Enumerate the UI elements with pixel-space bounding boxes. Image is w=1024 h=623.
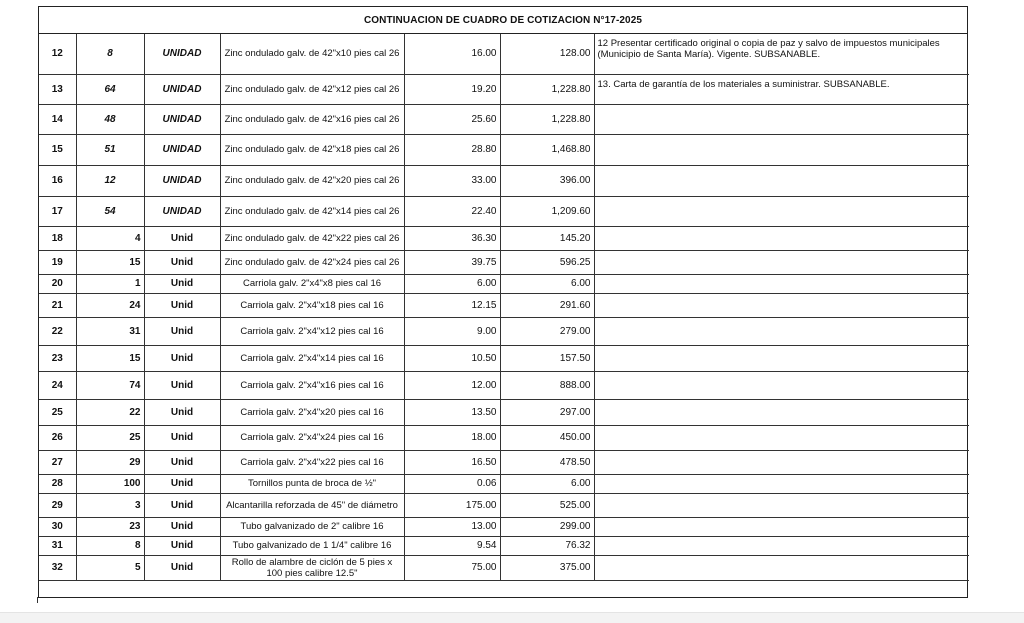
observation-cell <box>594 425 969 450</box>
table-row <box>39 371 969 399</box>
item-number-cell: 19 <box>39 250 76 274</box>
unit-price-cell: 9.00 <box>404 317 500 345</box>
quantity-cell: 15 <box>76 345 144 371</box>
unit-price-cell: 175.00 <box>404 493 500 517</box>
quantity-cell: 8 <box>76 536 144 555</box>
table-row <box>39 165 969 196</box>
item-number-cell: 17 <box>39 196 76 226</box>
unit-price-cell: 13.00 <box>404 517 500 536</box>
unit-cell: Unid <box>144 274 220 293</box>
table-body <box>39 34 969 580</box>
item-number-cell: 13 <box>39 74 76 104</box>
table-row <box>39 74 969 104</box>
table-row <box>39 493 969 517</box>
quantity-cell: 100 <box>76 474 144 493</box>
quantity-cell: 25 <box>76 425 144 450</box>
total-cell: 525.00 <box>500 493 594 517</box>
observation-cell <box>594 196 969 226</box>
unit-price-cell: 12.00 <box>404 371 500 399</box>
item-number-cell: 26 <box>39 425 76 450</box>
unit-cell: Unid <box>144 536 220 555</box>
description-cell: Tornillos punta de broca de ½" <box>220 474 404 493</box>
table-row <box>39 474 969 493</box>
observation-cell <box>594 104 969 134</box>
observation-cell <box>594 226 969 250</box>
observation-cell <box>594 274 969 293</box>
table-row <box>39 274 969 293</box>
unit-price-cell: 16.00 <box>404 34 500 74</box>
unit-cell: Unid <box>144 345 220 371</box>
unit-price-cell: 9.54 <box>404 536 500 555</box>
item-number-cell: 18 <box>39 226 76 250</box>
table-row <box>39 226 969 250</box>
table-row <box>39 317 969 345</box>
quantity-cell: 3 <box>76 493 144 517</box>
table-row <box>39 555 969 580</box>
total-cell: 1,228.80 <box>500 104 594 134</box>
total-cell: 375.00 <box>500 555 594 580</box>
unit-price-cell: 33.00 <box>404 165 500 196</box>
unit-price-cell: 16.50 <box>404 450 500 474</box>
total-cell: 299.00 <box>500 517 594 536</box>
observation-cell <box>594 493 969 517</box>
quantity-cell: 12 <box>76 165 144 196</box>
item-number-cell: 29 <box>39 493 76 517</box>
description-cell: Carriola galv. 2"x4"x14 pies cal 16 <box>220 345 404 371</box>
margin-mark <box>37 597 38 603</box>
unit-price-cell: 39.75 <box>404 250 500 274</box>
total-cell: 1,228.80 <box>500 74 594 104</box>
unit-price-cell: 75.00 <box>404 555 500 580</box>
observation-cell <box>594 517 969 536</box>
description-cell: Zinc ondulado galv. de 42"x16 pies cal 26 <box>220 104 404 134</box>
description-cell: Tubo galvanizado de 1 1/4" calibre 16 <box>220 536 404 555</box>
table-row <box>39 34 969 74</box>
quantity-cell: 8 <box>76 34 144 74</box>
observation-cell: 13. Carta de garantía de los materiales a suministrar. SUBSANABLE. <box>594 74 969 104</box>
description-cell: Carriola galv. 2"x4"x12 pies cal 16 <box>220 317 404 345</box>
description-cell: Zinc ondulado galv. de 42"x14 pies cal 26 <box>220 196 404 226</box>
observation-cell <box>594 450 969 474</box>
page-bottom-edge <box>0 612 1024 623</box>
total-cell: 478.50 <box>500 450 594 474</box>
unit-price-cell: 10.50 <box>404 345 500 371</box>
description-cell: Zinc ondulado galv. de 42"x22 pies cal 26 <box>220 226 404 250</box>
description-cell: Zinc ondulado galv. de 42"x10 pies cal 26 <box>220 34 404 74</box>
item-number-cell: 27 <box>39 450 76 474</box>
quantity-cell: 54 <box>76 196 144 226</box>
description-cell: Carriola galv. 2"x4"x24 pies cal 16 <box>220 425 404 450</box>
item-number-cell: 14 <box>39 104 76 134</box>
unit-cell: UNIDAD <box>144 104 220 134</box>
item-number-cell: 12 <box>39 34 76 74</box>
table-row <box>39 425 969 450</box>
table-row <box>39 104 969 134</box>
description-cell: Carriola galv. 2"x4"x18 pies cal 16 <box>220 293 404 317</box>
quantity-cell: 1 <box>76 274 144 293</box>
item-number-cell: 30 <box>39 517 76 536</box>
description-cell: Zinc ondulado galv. de 42"x18 pies cal 26 <box>220 134 404 165</box>
unit-cell: UNIDAD <box>144 34 220 74</box>
description-cell: Carriola galv. 2"x4"x20 pies cal 16 <box>220 399 404 425</box>
quantity-cell: 24 <box>76 293 144 317</box>
observation-cell <box>594 474 969 493</box>
observation-cell <box>594 134 969 165</box>
table-row <box>39 450 969 474</box>
unit-price-cell: 13.50 <box>404 399 500 425</box>
quantity-cell: 31 <box>76 317 144 345</box>
unit-cell: Unid <box>144 474 220 493</box>
unit-cell: UNIDAD <box>144 165 220 196</box>
total-cell: 396.00 <box>500 165 594 196</box>
observation-cell <box>594 345 969 371</box>
table-row <box>39 250 969 274</box>
total-cell: 128.00 <box>500 34 594 74</box>
unit-cell: UNIDAD <box>144 196 220 226</box>
table-row <box>39 399 969 425</box>
table-row <box>39 517 969 536</box>
unit-cell: Unid <box>144 293 220 317</box>
observation-cell: 12 Presentar certificado original o copia de paz y salvo de impuestos municipales (Municipio de Santa María). Vigente. SUBSANABLE. <box>594 34 969 74</box>
observation-cell <box>594 399 969 425</box>
description-cell: Tubo galvanizado de 2" calibre 16 <box>220 517 404 536</box>
document-title: CONTINUACION DE CUADRO DE COTIZACION N°17-2025 <box>39 7 967 34</box>
quantity-cell: 4 <box>76 226 144 250</box>
total-cell: 279.00 <box>500 317 594 345</box>
item-number-cell: 23 <box>39 345 76 371</box>
unit-cell: Unid <box>144 517 220 536</box>
total-cell: 76.32 <box>500 536 594 555</box>
item-number-cell: 24 <box>39 371 76 399</box>
total-cell: 6.00 <box>500 474 594 493</box>
quantity-cell: 74 <box>76 371 144 399</box>
description-cell: Carriola galv. 2"x4"x16 pies cal 16 <box>220 371 404 399</box>
item-number-cell: 22 <box>39 317 76 345</box>
unit-cell: Unid <box>144 425 220 450</box>
description-cell: Rollo de alambre de ciclón de 5 pies x 100 pies calibre 12.5" <box>220 555 404 580</box>
description-cell: Carriola galv. 2"x4"x8 pies cal 16 <box>220 274 404 293</box>
unit-cell: Unid <box>144 317 220 345</box>
unit-cell: Unid <box>144 371 220 399</box>
table-row <box>39 134 969 165</box>
observation-cell <box>594 250 969 274</box>
unit-cell: Unid <box>144 399 220 425</box>
item-number-cell: 32 <box>39 555 76 580</box>
item-number-cell: 28 <box>39 474 76 493</box>
observation-cell <box>594 555 969 580</box>
total-cell: 450.00 <box>500 425 594 450</box>
quantity-cell: 48 <box>76 104 144 134</box>
total-cell: 596.25 <box>500 250 594 274</box>
unit-cell: UNIDAD <box>144 74 220 104</box>
quantity-cell: 22 <box>76 399 144 425</box>
table-row <box>39 293 969 317</box>
description-cell: Zinc ondulado galv. de 42"x12 pies cal 26 <box>220 74 404 104</box>
quantity-cell: 23 <box>76 517 144 536</box>
observation-cell <box>594 165 969 196</box>
unit-cell: Unid <box>144 493 220 517</box>
item-number-cell: 31 <box>39 536 76 555</box>
description-cell: Zinc ondulado galv. de 42"x20 pies cal 26 <box>220 165 404 196</box>
unit-cell: Unid <box>144 250 220 274</box>
total-cell: 888.00 <box>500 371 594 399</box>
total-cell: 157.50 <box>500 345 594 371</box>
table-row <box>39 536 969 555</box>
description-cell: Alcantarilla reforzada de 45" de diámetro <box>220 493 404 517</box>
total-cell: 145.20 <box>500 226 594 250</box>
unit-price-cell: 18.00 <box>404 425 500 450</box>
item-number-cell: 21 <box>39 293 76 317</box>
quantity-cell: 5 <box>76 555 144 580</box>
observation-cell <box>594 536 969 555</box>
unit-cell: Unid <box>144 555 220 580</box>
unit-cell: Unid <box>144 450 220 474</box>
unit-cell: UNIDAD <box>144 134 220 165</box>
table-row <box>39 345 969 371</box>
quotation-sheet <box>38 6 968 598</box>
item-number-cell: 15 <box>39 134 76 165</box>
item-number-cell: 16 <box>39 165 76 196</box>
total-cell: 1,209.60 <box>500 196 594 226</box>
unit-price-cell: 6.00 <box>404 274 500 293</box>
unit-price-cell: 19.20 <box>404 74 500 104</box>
observation-cell <box>594 317 969 345</box>
total-cell: 6.00 <box>500 274 594 293</box>
item-number-cell: 20 <box>39 274 76 293</box>
unit-price-cell: 12.15 <box>404 293 500 317</box>
description-cell: Carriola galv. 2"x4"x22 pies cal 16 <box>220 450 404 474</box>
observation-cell <box>594 371 969 399</box>
quotation-table <box>39 34 969 581</box>
quantity-cell: 51 <box>76 134 144 165</box>
total-cell: 291.60 <box>500 293 594 317</box>
description-cell: Zinc ondulado galv. de 42"x24 pies cal 26 <box>220 250 404 274</box>
quantity-cell: 29 <box>76 450 144 474</box>
unit-price-cell: 0.06 <box>404 474 500 493</box>
table-row <box>39 196 969 226</box>
unit-price-cell: 22.40 <box>404 196 500 226</box>
total-cell: 1,468.80 <box>500 134 594 165</box>
total-cell: 297.00 <box>500 399 594 425</box>
unit-price-cell: 28.80 <box>404 134 500 165</box>
observation-cell <box>594 293 969 317</box>
quantity-cell: 64 <box>76 74 144 104</box>
quantity-cell: 15 <box>76 250 144 274</box>
item-number-cell: 25 <box>39 399 76 425</box>
unit-cell: Unid <box>144 226 220 250</box>
unit-price-cell: 25.60 <box>404 104 500 134</box>
unit-price-cell: 36.30 <box>404 226 500 250</box>
